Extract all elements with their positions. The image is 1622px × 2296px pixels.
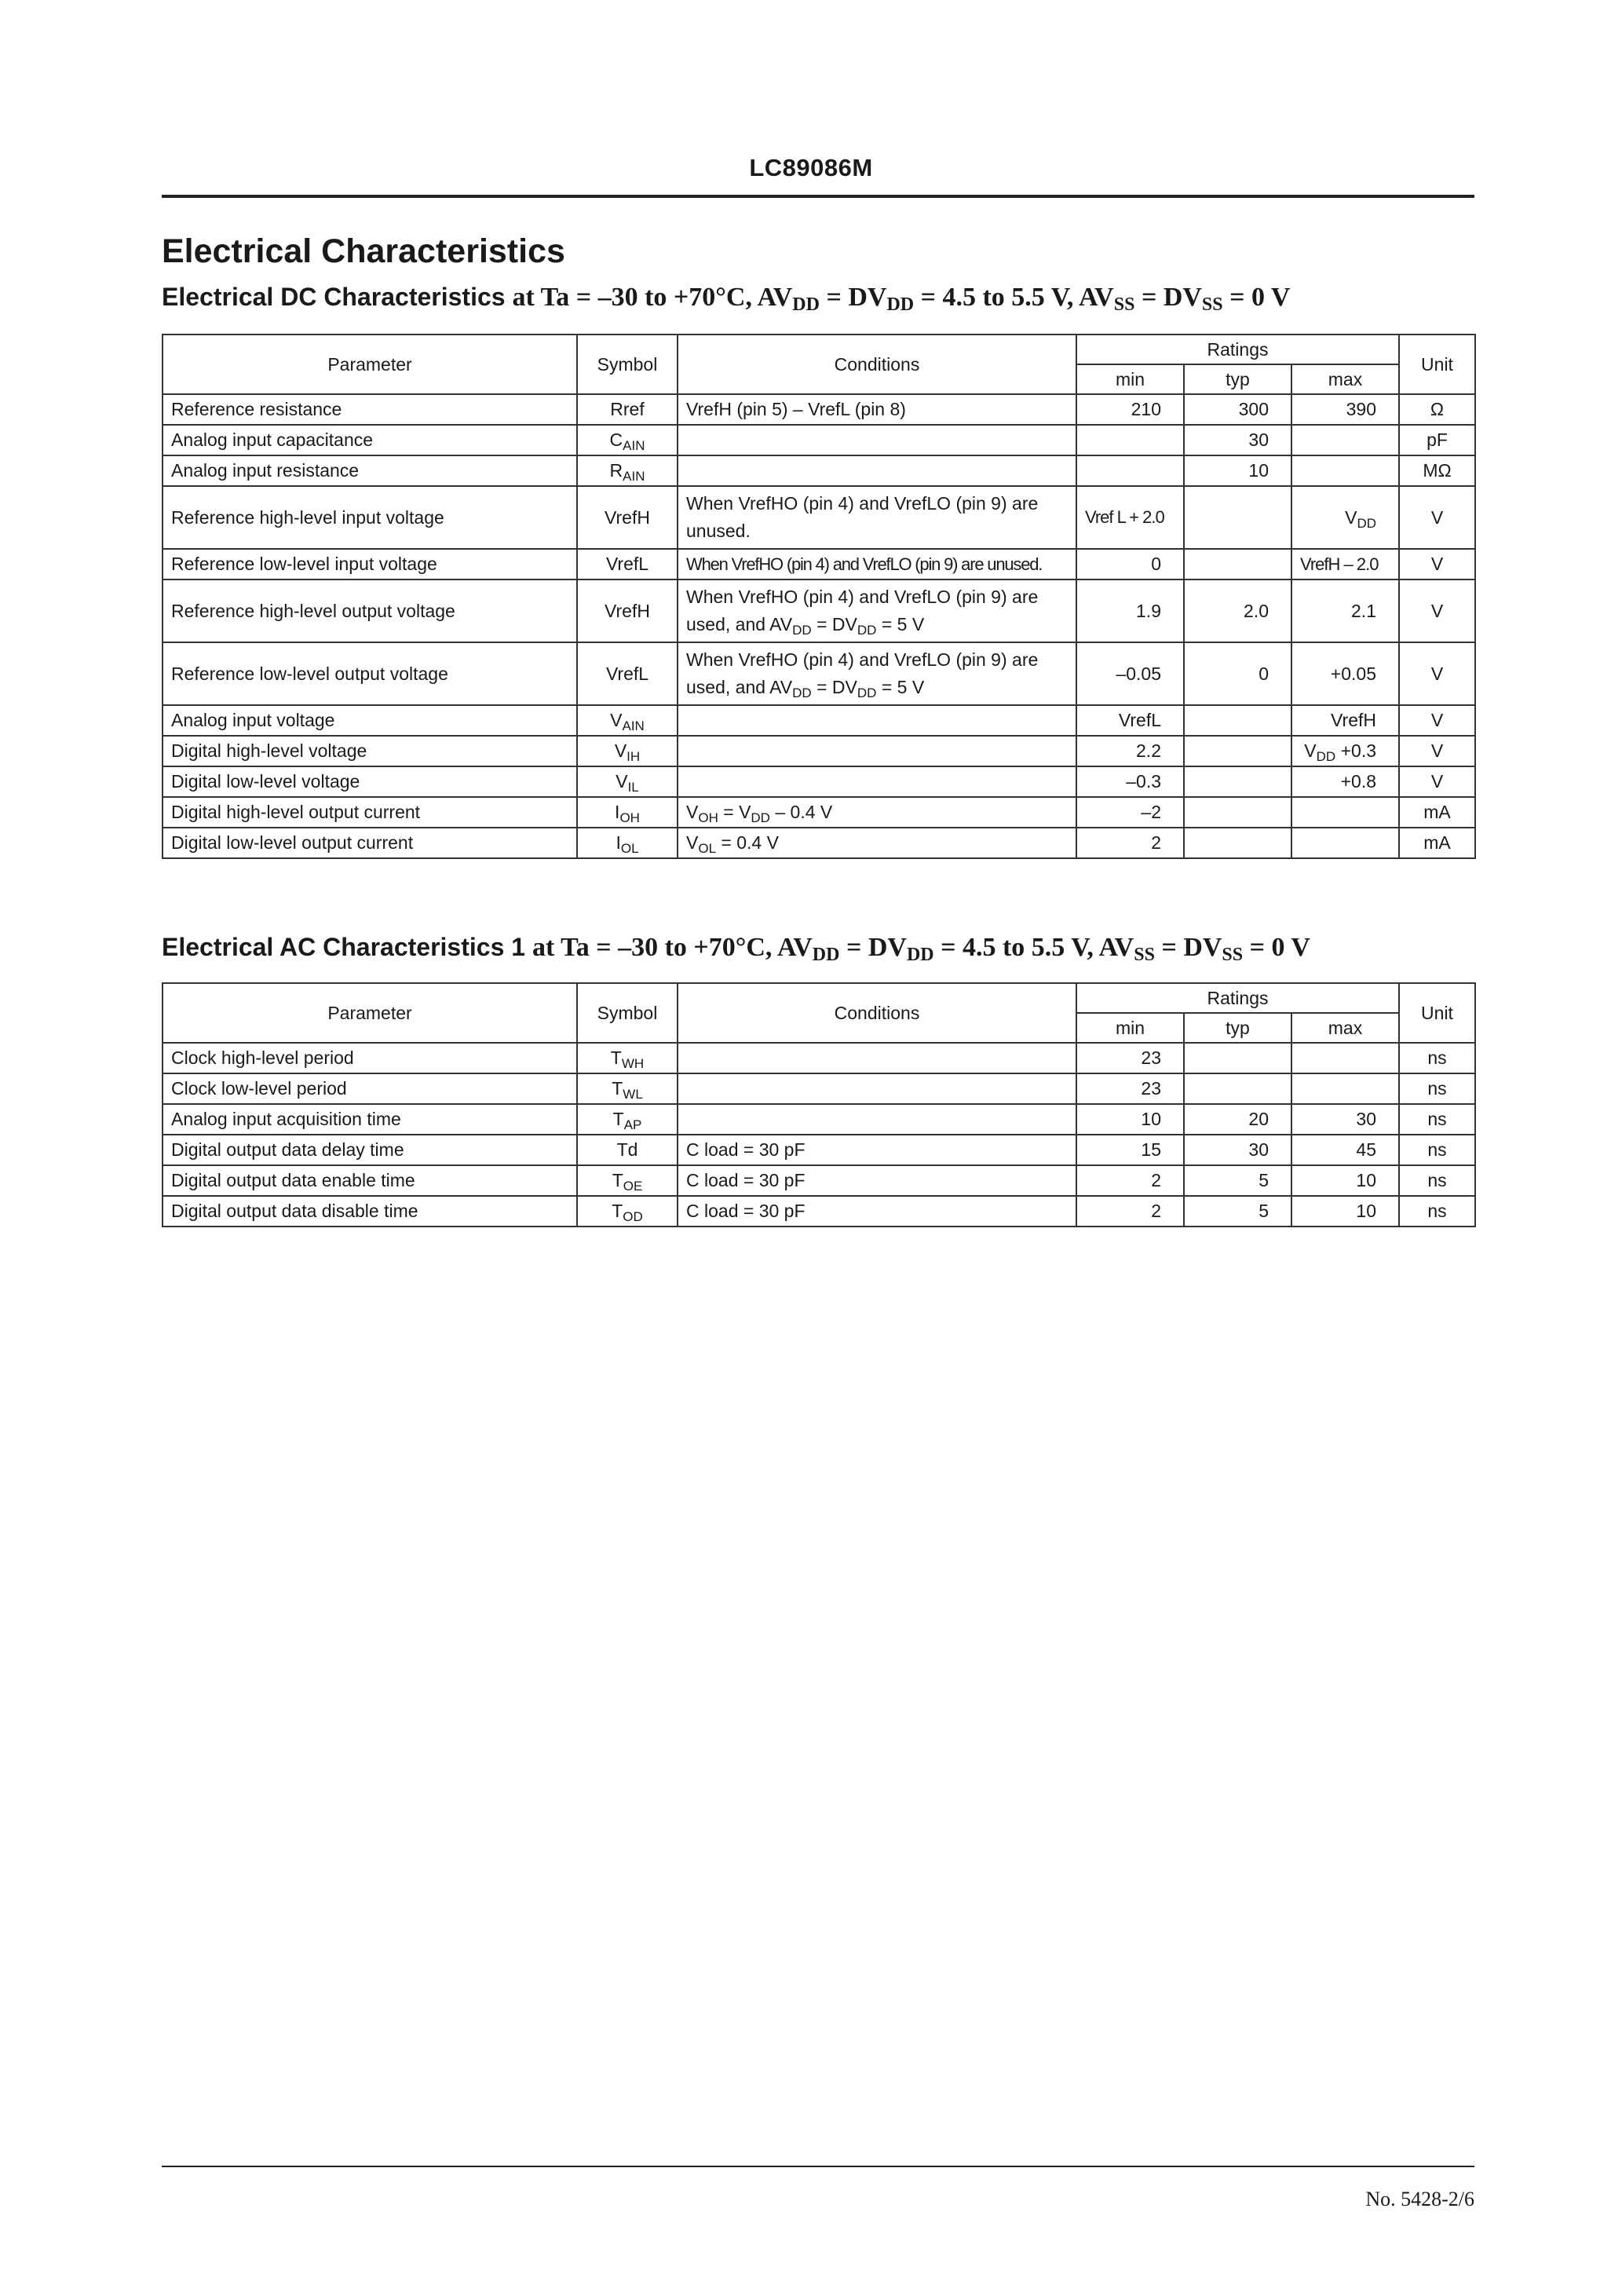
cell-min: 2 [1076, 828, 1184, 858]
cell-symbol: $C_{AIN}$ [577, 425, 678, 455]
cell-typ [1184, 549, 1291, 579]
footer-rule [162, 2166, 1474, 2167]
table-row [163, 1135, 1475, 1165]
cell-typ: 30 [1184, 425, 1291, 455]
cell-max [1291, 1073, 1399, 1104]
cell-typ: 10 [1184, 455, 1291, 486]
cell-unit: ns [1399, 1165, 1475, 1196]
cell-conditions: When VrefHO (pin 4) and VrefLO (pin 9) are used, and $AV_{DD} = DV_{DD} = 5$ V [678, 579, 1076, 642]
cell-min: 15 [1076, 1135, 1184, 1165]
col-typ: typ [1184, 1013, 1291, 1043]
cell-min [1076, 455, 1184, 486]
cell-unit: pF [1399, 425, 1475, 455]
table-row [163, 486, 1475, 549]
col-parameter: Parameter [163, 335, 577, 394]
col-unit: Unit [1399, 335, 1475, 394]
cell-symbol: VrefH [577, 486, 678, 549]
cell-unit: V [1399, 579, 1475, 642]
cell-symbol: Rref [577, 394, 678, 425]
col-max: max [1291, 364, 1399, 394]
ac-title-conditions: at Ta = –30 to +70°C, $AV_{DD} = DV_{DD} = 4.5$ to 5.5 V, $AV_{SS} = DV_{SS} = 0$ V [532, 933, 1310, 965]
table-row [163, 549, 1475, 579]
dc-table-body [163, 394, 1475, 858]
cell-conditions: $V_{OL} = 0.4$ V [678, 828, 1076, 858]
cell-symbol: $T_{AP}$ [577, 1104, 678, 1135]
cell-conditions: C load = 30 pF [678, 1196, 1076, 1227]
ac-characteristics-table [162, 982, 1476, 1227]
cell-conditions [678, 705, 1076, 736]
section-title: Electrical Characteristics [162, 232, 565, 270]
cell-min: 10 [1076, 1104, 1184, 1135]
cell-symbol: VrefH [577, 579, 678, 642]
cell-parameter: Digital output data enable time [163, 1165, 577, 1196]
cell-typ [1184, 736, 1291, 766]
cell-conditions: When VrefHO (pin 4) and VrefLO (pin 9) are used, and $AV_{DD} = DV_{DD} = 5$ V [678, 642, 1076, 705]
dc-title-lead: Electrical DC Characteristics [162, 283, 506, 311]
dc-table-title [162, 283, 1290, 313]
cell-symbol: $V_{AIN}$ [577, 705, 678, 736]
cell-min: Vref L + 2.0 [1076, 486, 1184, 549]
cell-min: 2 [1076, 1196, 1184, 1227]
cell-typ [1184, 828, 1291, 858]
cell-symbol: $T_{WH}$ [577, 1043, 678, 1073]
header-rule [162, 195, 1474, 198]
table-row [163, 797, 1475, 828]
table-row [163, 705, 1475, 736]
col-symbol: Symbol [577, 983, 678, 1043]
ac-title-lead: Electrical AC Characteristics 1 [162, 933, 526, 961]
cell-symbol: $V_{IH}$ [577, 736, 678, 766]
cell-parameter: Analog input acquisition time [163, 1104, 577, 1135]
cell-max: 390 [1291, 394, 1399, 425]
cell-max [1291, 455, 1399, 486]
col-typ: typ [1184, 364, 1291, 394]
cell-unit: ns [1399, 1073, 1475, 1104]
cell-min: 23 [1076, 1073, 1184, 1104]
cell-min: 2.2 [1076, 736, 1184, 766]
cell-unit: V [1399, 705, 1475, 736]
cell-conditions [678, 766, 1076, 797]
cell-min [1076, 425, 1184, 455]
cell-typ [1184, 705, 1291, 736]
cell-symbol: $I_{OH}$ [577, 797, 678, 828]
cell-conditions: VrefH (pin 5) – VrefL (pin 8) [678, 394, 1076, 425]
cell-max: +0.05 [1291, 642, 1399, 705]
cell-symbol: VrefL [577, 549, 678, 579]
col-min: min [1076, 364, 1184, 394]
cell-conditions: When VrefHO (pin 4) and VrefLO (pin 9) are unused. [678, 486, 1076, 549]
part-number-header: LC89086M [749, 154, 873, 181]
cell-typ: 5 [1184, 1165, 1291, 1196]
cell-symbol: $V_{IL}$ [577, 766, 678, 797]
cell-typ: 0 [1184, 642, 1291, 705]
cell-typ: 20 [1184, 1104, 1291, 1135]
cell-parameter: Analog input capacitance [163, 425, 577, 455]
cell-max [1291, 1043, 1399, 1073]
cell-max: $V_{DD}$ [1291, 486, 1399, 549]
cell-max: VrefH [1291, 705, 1399, 736]
cell-typ [1184, 1073, 1291, 1104]
col-max: max [1291, 1013, 1399, 1043]
cell-parameter: Reference low-level input voltage [163, 549, 577, 579]
cell-conditions: C load = 30 pF [678, 1165, 1076, 1196]
ac-table-title [162, 933, 1310, 963]
cell-max: 2.1 [1291, 579, 1399, 642]
col-unit: Unit [1399, 983, 1475, 1043]
cell-parameter: Digital low-level voltage [163, 766, 577, 797]
cell-unit: V [1399, 486, 1475, 549]
cell-conditions: C load = 30 pF [678, 1135, 1076, 1165]
ac-table-body [163, 1043, 1475, 1227]
cell-max: 10 [1291, 1196, 1399, 1227]
cell-typ [1184, 1043, 1291, 1073]
cell-unit: Ω [1399, 394, 1475, 425]
cell-unit: mA [1399, 828, 1475, 858]
cell-min: 23 [1076, 1043, 1184, 1073]
cell-typ: 300 [1184, 394, 1291, 425]
cell-parameter: Digital output data delay time [163, 1135, 577, 1165]
cell-parameter: Digital low-level output current [163, 828, 577, 858]
table-row [163, 1104, 1475, 1135]
cell-min: –0.3 [1076, 766, 1184, 797]
cell-parameter: Reference resistance [163, 394, 577, 425]
cell-max: VrefH – 2.0 [1291, 549, 1399, 579]
cell-symbol: VrefL [577, 642, 678, 705]
cell-symbol: $I_{OL}$ [577, 828, 678, 858]
cell-max [1291, 828, 1399, 858]
col-conditions: Conditions [678, 335, 1076, 394]
cell-unit: ns [1399, 1135, 1475, 1165]
cell-unit: ns [1399, 1104, 1475, 1135]
cell-min: 1.9 [1076, 579, 1184, 642]
cell-min: –0.05 [1076, 642, 1184, 705]
cell-parameter: Clock low-level period [163, 1073, 577, 1104]
cell-unit: mA [1399, 797, 1475, 828]
cell-max: 30 [1291, 1104, 1399, 1135]
cell-symbol: Td [577, 1135, 678, 1165]
table-row [163, 455, 1475, 486]
table-row [163, 766, 1475, 797]
table-row [163, 736, 1475, 766]
cell-unit: ns [1399, 1196, 1475, 1227]
cell-conditions [678, 455, 1076, 486]
cell-conditions [678, 1043, 1076, 1073]
cell-parameter: Analog input resistance [163, 455, 577, 486]
cell-min: 2 [1076, 1165, 1184, 1196]
table-row [163, 1073, 1475, 1104]
cell-unit: V [1399, 642, 1475, 705]
table-row [163, 579, 1475, 642]
cell-unit: V [1399, 549, 1475, 579]
col-ratings: Ratings [1076, 335, 1399, 364]
cell-parameter: Analog input voltage [163, 705, 577, 736]
col-conditions: Conditions [678, 983, 1076, 1043]
cell-min: VrefL [1076, 705, 1184, 736]
table-row [163, 828, 1475, 858]
col-parameter: Parameter [163, 983, 577, 1043]
cell-typ [1184, 766, 1291, 797]
cell-typ: 30 [1184, 1135, 1291, 1165]
table-row [163, 1043, 1475, 1073]
table-row [163, 394, 1475, 425]
cell-parameter: Reference high-level input voltage [163, 486, 577, 549]
col-min: min [1076, 1013, 1184, 1043]
cell-min: 210 [1076, 394, 1184, 425]
cell-typ: 2.0 [1184, 579, 1291, 642]
cell-unit: ns [1399, 1043, 1475, 1073]
cell-conditions: When VrefHO (pin 4) and VrefLO (pin 9) are unused. [678, 549, 1076, 579]
cell-conditions [678, 736, 1076, 766]
cell-typ [1184, 486, 1291, 549]
cell-symbol: $T_{OD}$ [577, 1196, 678, 1227]
cell-parameter: Digital high-level output current [163, 797, 577, 828]
cell-typ [1184, 797, 1291, 828]
cell-conditions [678, 425, 1076, 455]
cell-typ: 5 [1184, 1196, 1291, 1227]
col-symbol: Symbol [577, 335, 678, 394]
cell-max: 10 [1291, 1165, 1399, 1196]
cell-min: –2 [1076, 797, 1184, 828]
cell-parameter: Digital output data disable time [163, 1196, 577, 1227]
cell-min: 0 [1076, 549, 1184, 579]
cell-symbol: $T_{WL}$ [577, 1073, 678, 1104]
cell-max [1291, 425, 1399, 455]
dc-characteristics-table [162, 334, 1476, 859]
table-row [163, 642, 1475, 705]
cell-max: 45 [1291, 1135, 1399, 1165]
cell-symbol: $T_{OE}$ [577, 1165, 678, 1196]
col-ratings: Ratings [1076, 983, 1399, 1013]
cell-max: +0.8 [1291, 766, 1399, 797]
cell-parameter: Clock high-level period [163, 1043, 577, 1073]
cell-max [1291, 797, 1399, 828]
cell-unit: V [1399, 736, 1475, 766]
cell-symbol: $R_{AIN}$ [577, 455, 678, 486]
cell-conditions [678, 1104, 1076, 1135]
cell-parameter: Reference high-level output voltage [163, 579, 577, 642]
cell-unit: MΩ [1399, 455, 1475, 486]
table-row [163, 1165, 1475, 1196]
cell-parameter: Digital high-level voltage [163, 736, 577, 766]
document-number: No. 5428-2/6 [1365, 2188, 1474, 2210]
cell-parameter: Reference low-level output voltage [163, 642, 577, 705]
cell-unit: V [1399, 766, 1475, 797]
cell-conditions: $V_{OH} = V_{DD} - 0.4$ V [678, 797, 1076, 828]
cell-max: $V_{DD} +0.3$ [1291, 736, 1399, 766]
cell-conditions [678, 1073, 1076, 1104]
table-row [163, 425, 1475, 455]
table-row [163, 1196, 1475, 1227]
dc-title-conditions: at Ta = –30 to +70°C, $AV_{DD} = DV_{DD} = 4.5$ to 5.5 V, $AV_{SS} = DV_{SS} = 0$ V [512, 283, 1291, 315]
